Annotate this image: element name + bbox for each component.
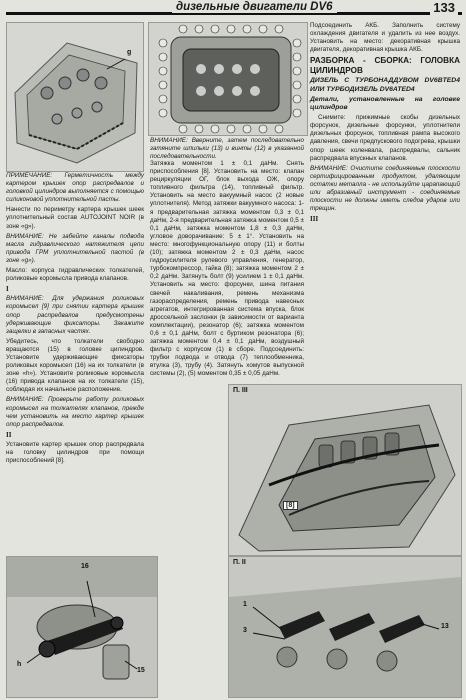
fig4-label-3: 3 — [243, 627, 247, 634]
photo-rocker-arms — [6, 556, 158, 698]
para-install-housing: Установите картер крышек опор распредвала на головку цилиндров при помощи приспособлений [8]. — [6, 440, 144, 465]
fig3-label-15: 15 — [137, 667, 145, 674]
photo-cylinder-head-cover-graphic — [7, 23, 143, 171]
photo-cylinder-head-cover — [6, 22, 144, 172]
fig-badge-8: [8] — [283, 501, 298, 510]
page-header — [0, 0, 466, 20]
parts-heading: Детали, установленные на головке цилиндров — [310, 95, 460, 111]
fig-label-p3: П. III — [233, 387, 248, 394]
para-remove-parts: Снимите: прижимные скобы дизельных форсунок, дизельные форсунки, уплотнители дизельных форсунок, топливная рампа высокого давления, свечи предпускового подогрева, крышки опор шеек коленвала, распредвалы, сальник распредвала впускных клапанов. — [310, 114, 460, 162]
photo-step-2-graphic — [229, 557, 461, 697]
photo-rocker-arms-graphic — [7, 557, 157, 697]
note-oil-channels: ВНИМАНИЕ: Не забейте каналы подвода масла гидравлического натяжителя цепи привода ГРМ уплотнительной пастой (в зоне «g»). — [6, 232, 144, 264]
photo-step-2 — [228, 556, 462, 698]
column-middle-body — [150, 160, 304, 381]
subsection-title: ДИЗЕЛЬ С ТУРБОНАДДУВОМ DV6BTED4 ИЛИ ТУРБОДИЗЕЛЬ DV6ATED4 — [310, 77, 460, 93]
roman-step-1: I — [6, 285, 9, 294]
photo-step-3-graphic — [229, 385, 461, 555]
para-apply-sealant: Нанести по периметру картера крышек шеек уплотнительный состав AUTOJOINT NOIR (в зоне «g»). — [6, 206, 144, 230]
fig4-label-13: 13 — [441, 623, 449, 630]
note-check-rockers: ВНИМАНИЕ: Проверьте работу роликовых коромысел на толкателях клапанов, прежде чем установить на место картер крышек опор распредвалов. — [6, 396, 144, 428]
roman-step-2: II — [6, 430, 12, 439]
para-tappets: Убедитесь, что толкатели свободно вращаются (15) в головке цилиндров. Установите удерживающие фиксаторы роликовых коромысел (16) на их толкатели (в зоне «h»). Установите роликовые коромысла (16) привода клапанов на их толкатели (15), соблюдая их начальное расположение. — [6, 337, 144, 394]
diagram-tightening-sequence-graphic — [149, 23, 307, 135]
note-sealant: ПРИМЕЧАНИЕ: Герметичность между картером крышек опор распредвалов и головкой цилиндров выполняется с помощью силиконовой уплотнительной пасты. — [6, 172, 144, 204]
column-left — [6, 172, 144, 467]
fig-label-p2: П. II — [233, 559, 246, 566]
roman-step-3: III — [310, 215, 319, 224]
fig4-label-1: 1 — [243, 601, 247, 608]
para-oil: Масло: корпуса гидравлических толкателей, роликовые коромысла привода клапанов. — [6, 267, 144, 283]
para-torque-instructions: Затяжка моментом 1 ± 0,1 даНм. Снять приспособления [8]. Установить на место: клапан рециркуляции ОГ, блок выхода ОЖ, опору топливного фильтра (14), топливный фильтр. Установить на место вакуумный насос (2 новые уплотнителя). Метод затяжки вакуумного насоса: 1-я предварительная затяжка моментом 0,3 ± 0,1 даНм, 2-я предварительная затяжка моментом 0,5 ± 0,1 даНм, затяжка моментом 1,8 ± 0,3 даНм, угловое доворачивание: 5 ± 1°. Установить на место: многофункциональную опору (11) и болты (10); затяжка моментом 2 ± 0,3 даНм, насос гидроусилителя рулевого управления, генератор, турбокомпрессор, гайка (8); затяжка моментом 2 ± 0,2 даНм. Затянуть болт (9) усилием 1 ± 0,1 даНм. Установить на место: форсунки, шина питания свечей накаливания, ремень механизма газораспределения, ремень привода навесных агрегатов, интегрированная система впуска, блок дроссельной заслонки (в зависимости от варианта комплектации), резонатор (6); затяжка моментом 0,6 ± 0,1 даНм, болт с буртиком резонатора (6); затяжка моментом 0,4 ± 0,1 даНм, воздушный фильтр с корпусом (1) в сборе. Подсоединить: трубки подвода и отвода (7) теплообменника, втулка (3), трубу (4). Затянуть хомутов выпускной системы (2), (5) моментом 0,35 ± 0,05 даНм. — [150, 160, 304, 378]
column-right — [310, 22, 460, 225]
photo-step-3 — [228, 384, 462, 556]
note-clean-surfaces: ВНИМАНИЕ: Очистите соединяемые плоскости сертифицированным продуктом, удаляющим остатки металла - не используйте царапающий или абразивный инструмент - соединяемые плоскости не должны иметь следов ударов или трещин. — [310, 164, 460, 213]
fig3-label-h: h — [17, 661, 22, 668]
page-number: 133 — [430, 0, 458, 15]
section-title: РАЗБОРКА - СБОРКА: ГОЛОВКА ЦИЛИНДРОВ — [310, 56, 460, 75]
note-tighten-studs: ВНИМАНИЕ: Вверните, затем последовательно затяните шпильки (13) и винты (12) в указанной последовательности. — [150, 137, 304, 161]
para-connect-battery: Подсоединить АКБ. Заполнить систему охлаждения двигателя и удалить из нее воздух. Установить на место: декоративная крышка двигателя, декоративная крышка АКБ. — [310, 22, 460, 54]
note-retainers: ВНИМАНИЕ: Для удержания роликовых коромысел [9] при снятии картера крышек опор распредвалов предусмотрены удерживающие фиксаторы. Закажите защелки в запасных частях. — [6, 295, 144, 335]
diagram-tightening-sequence — [148, 22, 308, 136]
header-title: дизельные двигатели DV6 — [172, 1, 337, 13]
fig-label-g: g — [127, 49, 132, 56]
fig3-label-16: 16 — [81, 563, 89, 570]
